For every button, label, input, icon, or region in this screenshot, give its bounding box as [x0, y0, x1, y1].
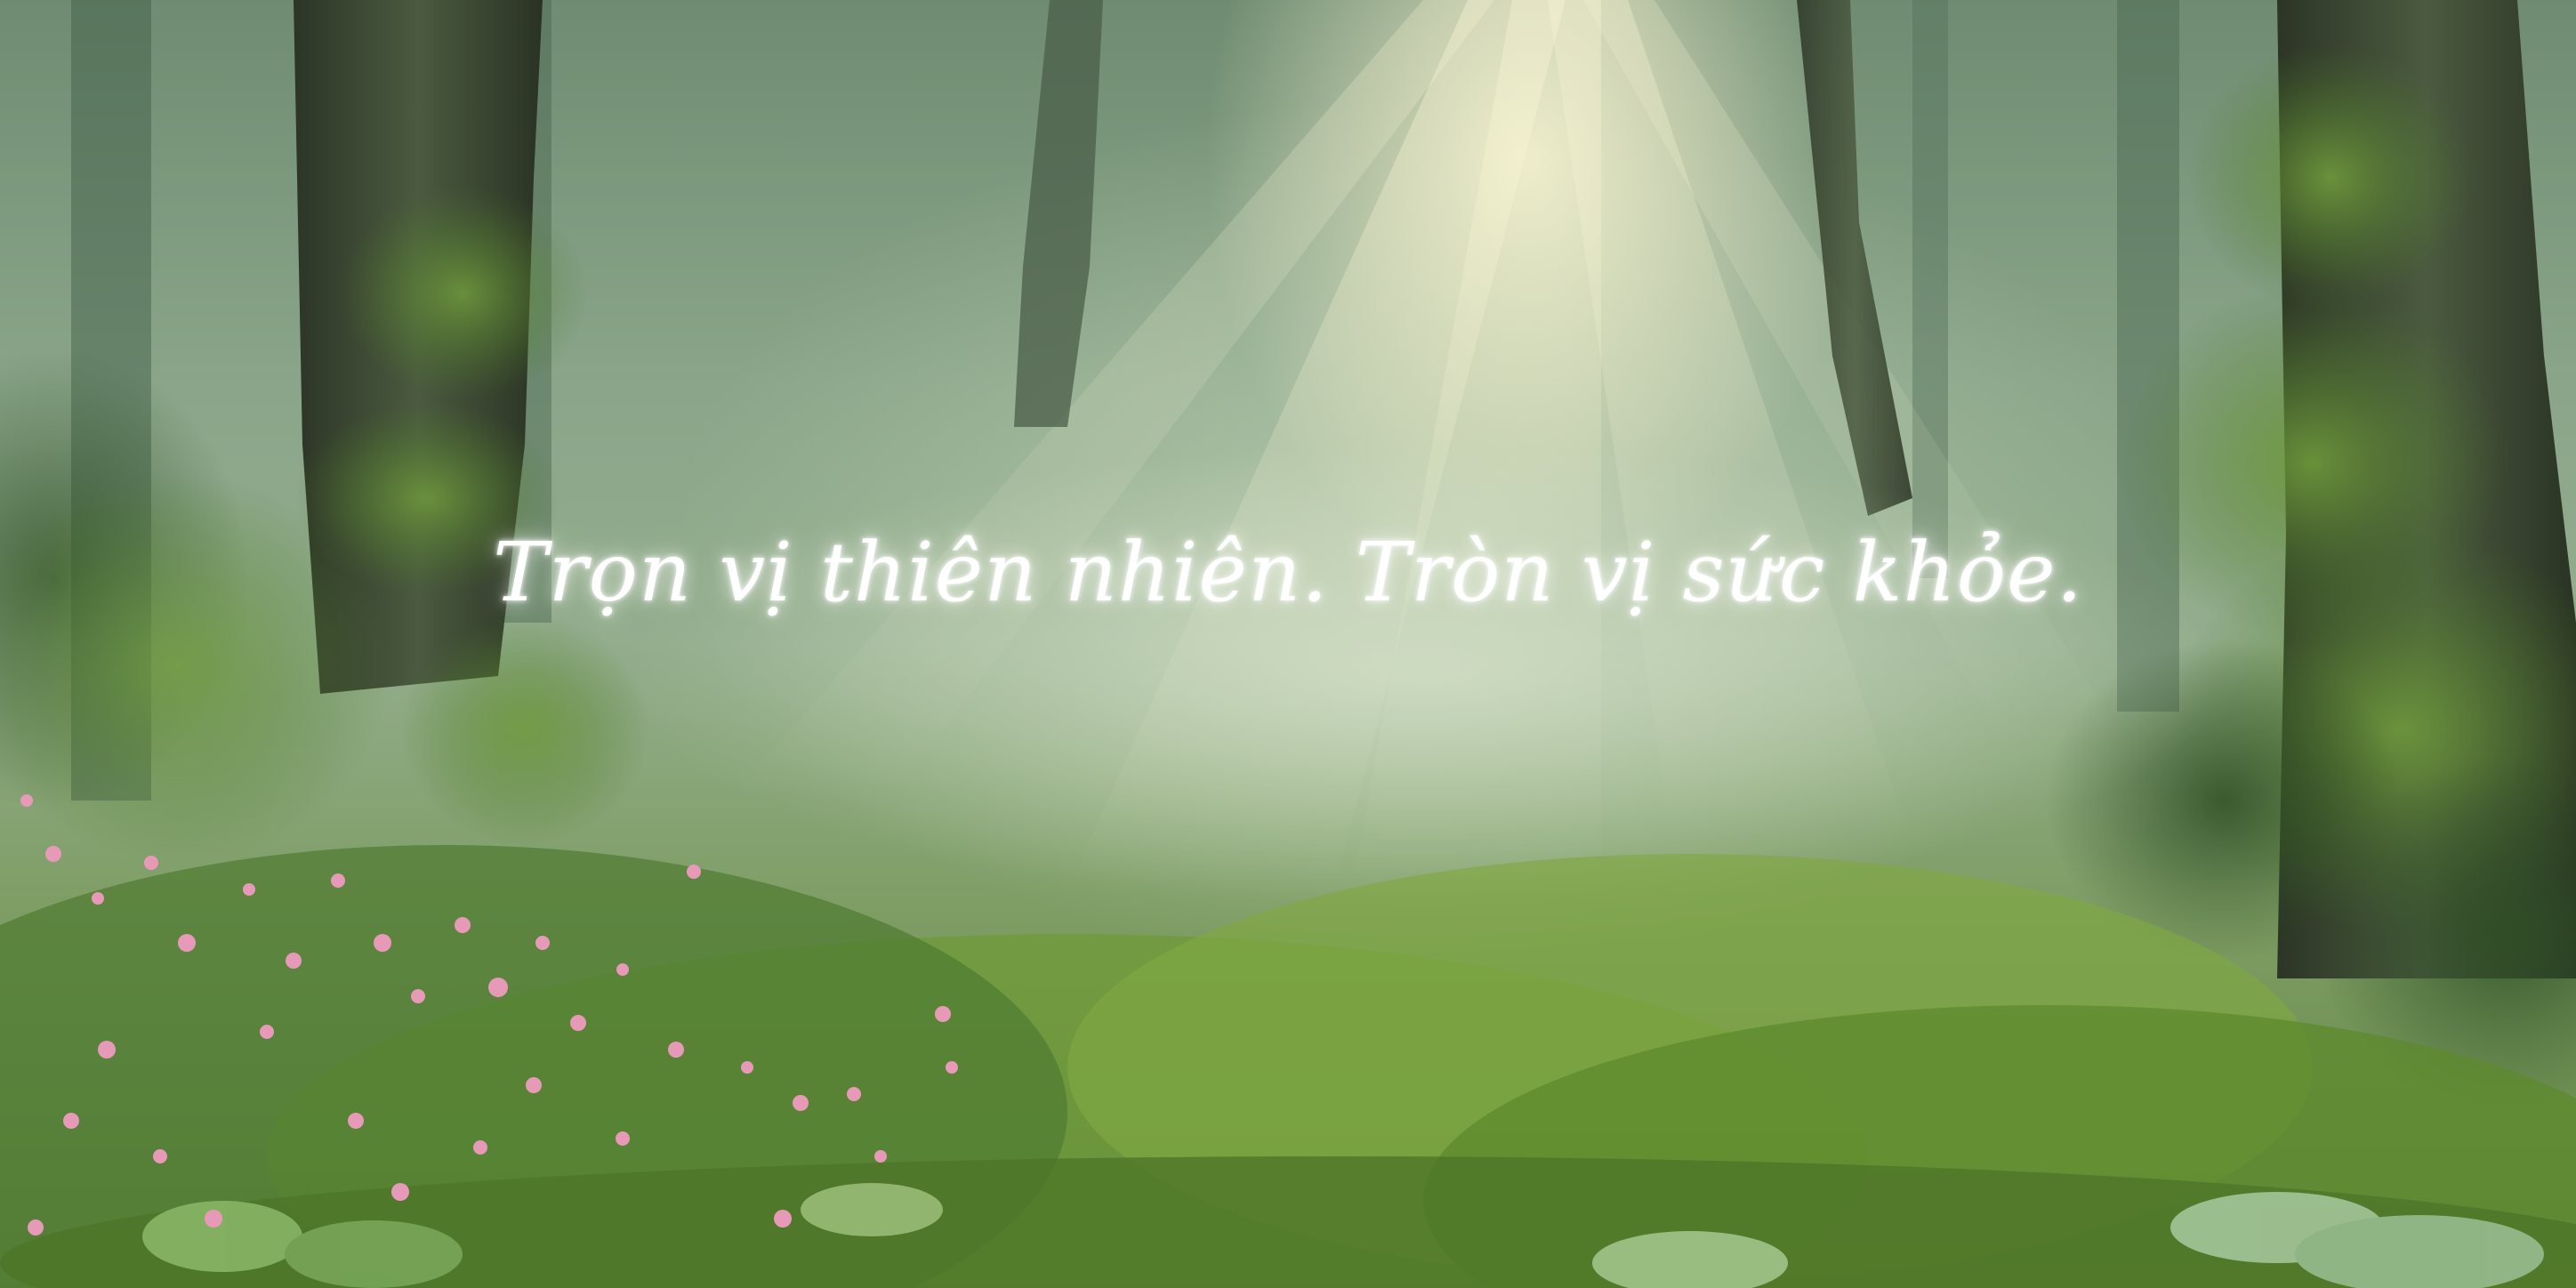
- tree-trunk-center-left: [1014, 0, 1103, 427]
- mist: [623, 445, 2224, 907]
- headline-slogan: Trọn vị thiên nhiên. Tròn vị sức khỏe.: [493, 525, 2083, 620]
